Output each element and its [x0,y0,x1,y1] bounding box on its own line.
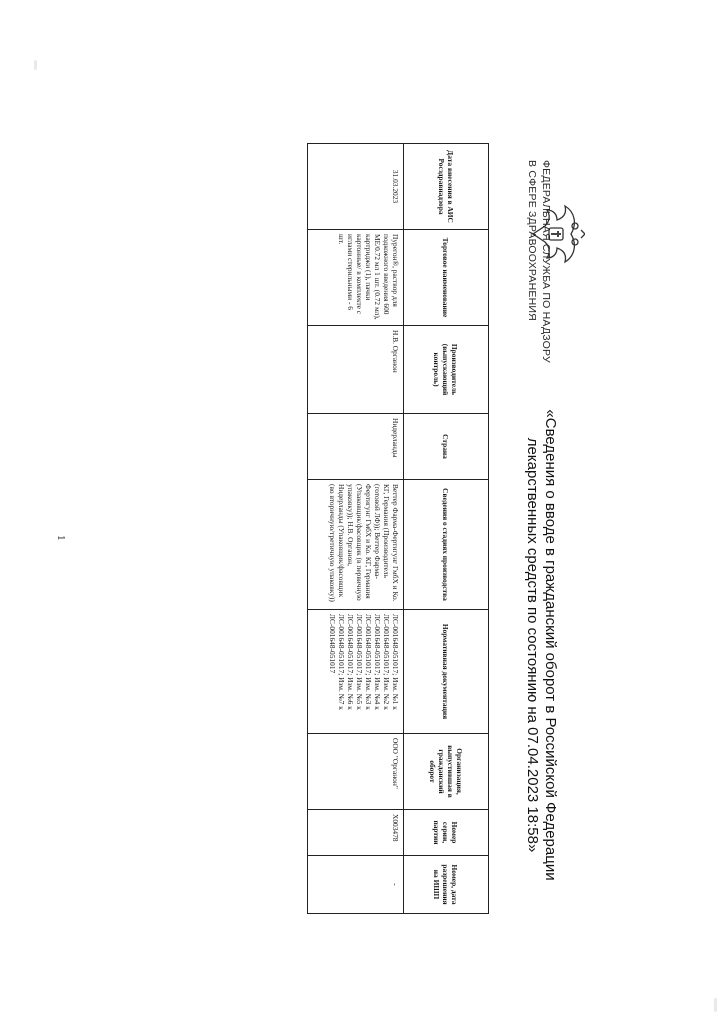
col-header-date: Дата внесения в АИС Росздравнадзора [404,144,489,230]
organization-name [525,160,553,363]
col-header-series: Номер серии, партии [404,810,489,856]
table-row [308,144,404,914]
org-line-1: ФЕДЕРАЛЬНАЯ СЛУЖБА ПО НАДЗОРУ [540,160,552,363]
col-header-trade-name: Торговое наименование [404,230,489,326]
cell-normative-docs: ЛС-001648-051017; Изм. №1 к ЛС-001648-051017; Изм. №2 к ЛС-001648-051017; Изм. №4 к ЛС-001648-051017; Изм. №3 к ЛС-001648-051017; Изм. №5 к ЛС-001648-051017; Изм. №6 к ЛС-001648-051017; Изм. №7 к ЛС-001648-051017 [308,610,404,734]
cell-organization: ООО "Органон" [308,734,404,810]
release-info-table [307,143,489,914]
document-title [523,395,559,895]
col-header-organization: Организация, выпустившая в гражданский оборот [404,734,489,810]
col-header-manufacturer: Производитель (выпускающий контроль) [404,326,489,414]
title-line-2: лекарственных средств по состоянию на 07.04.2023 18:58» [524,437,541,853]
page-number: 1 [55,535,67,541]
col-header-country: Страна [404,414,489,480]
cell-series: X003478 [308,810,404,856]
scan-mark [714,998,717,1012]
col-header-permit: Номер, дата разрешения на ИШП [404,856,489,914]
cell-manufacturer: Н.В. Органон [308,326,404,414]
org-line-2: В СФЕРЕ ЗДРАВООХРАНЕНИЯ [526,160,538,321]
cell-country: Нидерланды [308,414,404,480]
cell-date: 31.03.2023 [308,144,404,230]
cell-trade-name: Пурегон®, раствор для подкожного введения 600 МЕ/0.72 мл 1 шт. (0.72 мл), картриджи (1), пачки картонные/ в комплекте с иглами стерильными - 6 шт. [308,230,404,326]
col-header-normative-docs: Нормативная документация [404,610,489,734]
table-header-row [404,144,489,914]
cell-stages: Веттер Фарма-Фертигунг ГмбХ и Ко. КГ, Германия (Производитель (готовой ЛФ)); Веттер Фарма-Фертигунг ГмбХ и Ко. КГ, Германия (Упаковщик/фасовщик (в первичную упаковку)); Н.В. Органон, Нидерланды (Упаковщик/фасовщик (во вторичную/третичную упаковку)) [308,480,404,610]
col-header-stages: Сведения о стадиях производства [404,480,489,610]
title-line-1: «Сведения о вводе в гражданский оборот в Российской Федерации [542,409,559,881]
scan-mark [34,60,37,70]
cell-permit: - [308,856,404,914]
